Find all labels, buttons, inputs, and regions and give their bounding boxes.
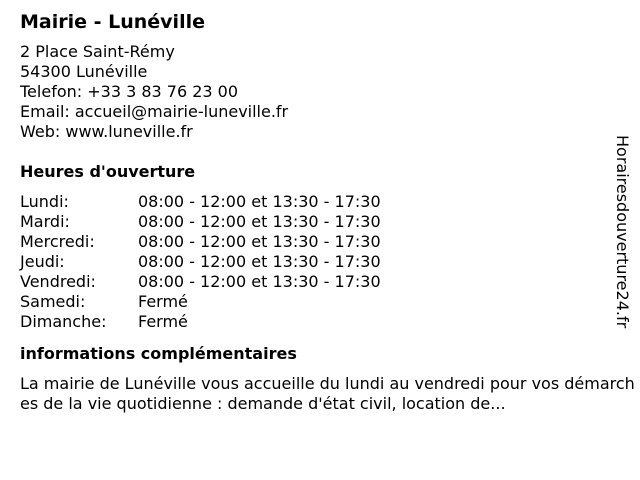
- hours-time: Fermé: [138, 292, 188, 311]
- hours-time: 08:00 - 12:00 et 13:30 - 17:30: [138, 252, 381, 271]
- website-url: Web: www.luneville.fr: [20, 122, 193, 141]
- hours-row-mardi: [20, 212, 610, 232]
- phone-number: Telefon: +33 3 83 76 23 00: [20, 82, 239, 101]
- hours-day: Lundi:: [20, 192, 69, 211]
- page-title: Mairie - Lunéville: [20, 11, 205, 33]
- hours-day: Jeudi:: [20, 252, 65, 271]
- hours-time: 08:00 - 12:00 et 13:30 - 17:30: [138, 232, 381, 251]
- hours-day: Mercredi:: [20, 232, 95, 251]
- hours-row-lundi: [20, 192, 610, 212]
- additional-info-text: La mairie de Lunéville vous accueille du lundi au vendredi pour vos démarches de la vie quotidienne : demande d'état civil, location de...: [20, 374, 635, 413]
- hours-time: 08:00 - 12:00 et 13:30 - 17:30: [138, 212, 381, 231]
- hours-day: Vendredi:: [20, 272, 96, 291]
- hours-time: 08:00 - 12:00 et 13:30 - 17:30: [138, 192, 381, 211]
- site-watermark: Horairesdouverture24.fr: [613, 135, 632, 329]
- address-block: [20, 42, 610, 142]
- hours-row-vendredi: [20, 272, 610, 292]
- opening-hours-table: [20, 192, 610, 332]
- hours-day: Dimanche:: [20, 312, 107, 331]
- hours-row-jeudi: [20, 252, 610, 272]
- hours-row-dimanche: [20, 312, 610, 332]
- opening-hours-heading: Heures d'ouverture: [20, 162, 196, 181]
- street-address: 2 Place Saint-Rémy: [20, 42, 175, 61]
- hours-time: Fermé: [138, 312, 188, 331]
- hours-row-samedi: [20, 292, 610, 312]
- email-address: Email: accueil@mairie-luneville.fr: [20, 102, 289, 121]
- hours-day: Mardi:: [20, 212, 70, 231]
- city-address: 54300 Lunéville: [20, 62, 148, 81]
- hours-day: Samedi:: [20, 292, 86, 311]
- hours-row-mercredi: [20, 232, 610, 252]
- hours-time: 08:00 - 12:00 et 13:30 - 17:30: [138, 272, 381, 291]
- additional-info-heading: informations complémentaires: [20, 344, 297, 363]
